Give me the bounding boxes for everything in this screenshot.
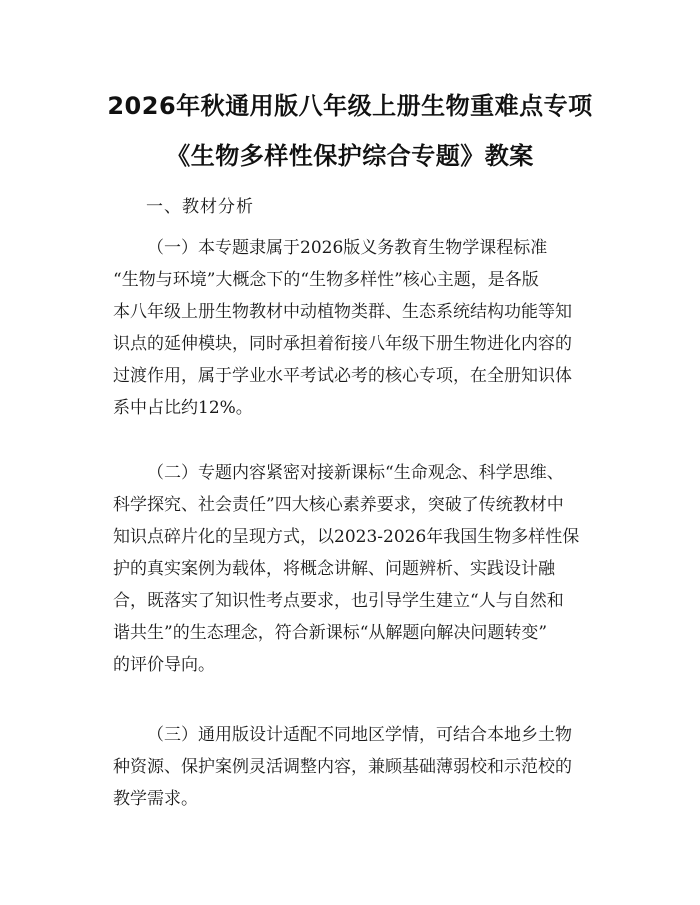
document-title-line-1: 2026年秋通用版八年级上册生物重难点专项 <box>107 92 593 120</box>
paragraph-line: 识点的延伸模块，同时承担着衔接八年级下册生物进化内容的 <box>113 334 572 354</box>
document-title-line-2: 《生物多样性保护综合专题》教案 <box>166 142 534 170</box>
paragraph-line: （二）专题内容紧密对接新课标“生命观念、科学思维、 <box>147 463 564 483</box>
paragraph-line: 合，既落实了知识性考点要求，也引导学生建立“人与自然和 <box>113 591 564 611</box>
paragraph-line: 的评价导向。 <box>113 655 215 675</box>
paragraph-2 <box>113 457 603 681</box>
paragraph-line: （三）通用版设计适配不同地区学情，可结合本地乡土物 <box>147 725 572 745</box>
paragraph-line: 本八年级上册生物教材中动植物类群、生态系统结构功能等知 <box>113 302 572 322</box>
paragraph-line: “生物与环境”大概念下的“生物多样性”核心主题，是各版 <box>113 270 539 290</box>
paragraph-line: 护的真实案例为载体，将概念讲解、问题辨析、实践设计融 <box>113 559 555 579</box>
paragraph-line: 教学需求。 <box>113 789 198 809</box>
paragraph-line: 科学探究、社会责任”四大核心素养要求，突破了传统教材中 <box>113 495 564 515</box>
paragraph-1 <box>113 232 603 424</box>
paragraph-line: 种资源、保护案例灵活调整内容，兼顾基础薄弱校和示范校的 <box>113 757 572 777</box>
paragraph-line: 系中占比约12%。 <box>113 398 253 418</box>
paragraph-3 <box>113 719 603 815</box>
paragraph-line: （一）本专题隶属于2026版义务教育生物学课程标准 <box>147 238 548 258</box>
paragraph-line: 知识点碎片化的呈现方式，以2023-2026年我国生物多样性保 <box>113 527 580 547</box>
paragraph-line: 过渡作用，属于学业水平考试必考的核心专项，在全册知识体 <box>113 366 572 386</box>
paragraph-line: 谐共生”的生态理念，符合新课标“从解题向解决问题转变” <box>113 623 548 643</box>
section-heading-textbook-analysis: 一、教材分析 <box>146 197 254 217</box>
